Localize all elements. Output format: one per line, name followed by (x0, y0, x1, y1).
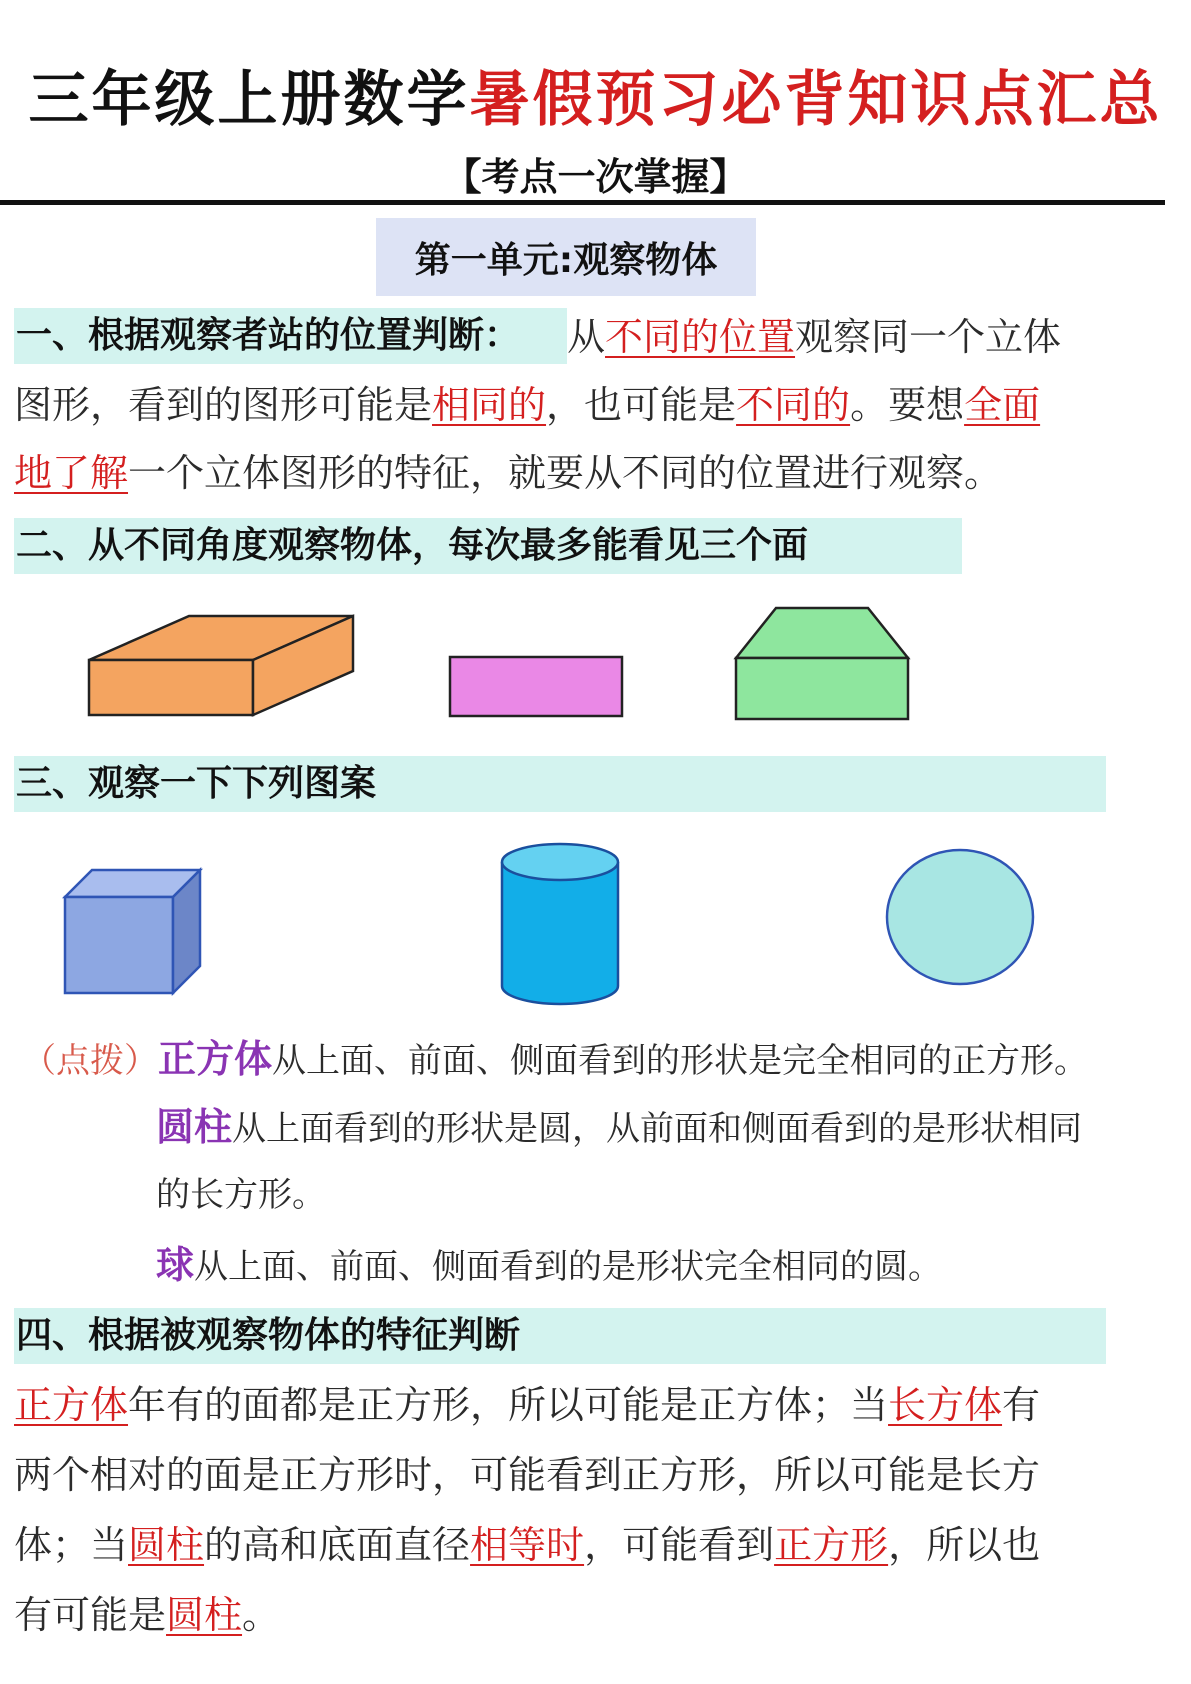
unit-title: 第一单元:观察物体 (376, 218, 756, 296)
key-term: 正方体 (14, 1383, 129, 1427)
text-segment: ，可能看到 (584, 1523, 775, 1567)
section4-line4 (14, 1580, 280, 1650)
tip-cylinder (156, 1102, 1082, 1154)
section3-heading: 三、观察一下下列图案 (14, 756, 1106, 812)
section1-heading: 一、根据观察者站的位置判断： (14, 308, 567, 364)
key-term: 地了解 (14, 451, 129, 495)
tip-label: （点拨） (22, 1041, 158, 1081)
text-segment: 的高和底面直径 (204, 1523, 471, 1567)
cube-illustration (63, 867, 203, 997)
tip-text: 从上面看到的形状是圆，从前面和侧面看到的是形状相同 (232, 1109, 1083, 1149)
page-title-black: 三年级上册数学 (28, 65, 470, 135)
tip-text: 从上面、前面、侧面看到的是形状完全相同的圆。 (194, 1247, 943, 1287)
section1-line2 (14, 370, 1040, 440)
tip-cylinder-cont: 的长方形。 (156, 1175, 326, 1215)
tip-sphere (156, 1240, 942, 1292)
key-term: 不同的 (736, 383, 851, 427)
text-segment: 图形，看到的图形可能是 (14, 383, 433, 427)
tip-term-cube: 正方体 (158, 1037, 273, 1081)
page-title-block (0, 60, 1191, 140)
key-term: 相同的 (432, 383, 547, 427)
section4-line1 (14, 1370, 1040, 1440)
house-shape-illustration (733, 605, 913, 723)
text-segment: 年有的面都是正方形，所以可能是正方体；当 (128, 1383, 889, 1427)
text-segment: 体；当 (14, 1523, 129, 1567)
text-segment: 。要想 (850, 383, 965, 427)
text-segment: 从 (567, 315, 606, 359)
section4-line3 (14, 1510, 1040, 1580)
title-divider (0, 200, 1165, 205)
text-segment: ，也可能是 (546, 383, 737, 427)
key-term: 正方形 (774, 1523, 889, 1567)
text-segment: 一个立体图形的特征，就要从不同的位置进行观察。 (128, 451, 1003, 495)
key-term: 长方体 (888, 1383, 1003, 1427)
text-segment: 观察同一个立体 (795, 315, 1062, 359)
key-term: 全面 (964, 383, 1041, 427)
section1-line1 (567, 302, 1061, 372)
page-title (0, 60, 1191, 140)
page-subtitle: 【考点一次掌握】 (443, 155, 748, 199)
tip-text: 从上面、前面、侧面看到的形状是完全相同的正方形。 (272, 1041, 1089, 1081)
text-segment: 有 (1002, 1383, 1041, 1427)
tip-cube (22, 1034, 1088, 1086)
key-term: 不同的位置 (605, 315, 796, 359)
cylinder-illustration (499, 840, 621, 1008)
key-term: 相等时 (470, 1523, 585, 1567)
text-segment: 有可能是 (14, 1593, 167, 1637)
cuboid-illustration (85, 610, 355, 720)
section4-line2: 两个相对的面是正方形时，可能看到正方形，所以可能是长方 (14, 1453, 1041, 1497)
text-segment: ，所以也 (888, 1523, 1041, 1567)
key-term: 圆柱 (128, 1523, 205, 1567)
sphere-illustration (885, 849, 1037, 989)
page-title-red: 暑假预习必背知识点汇总 (469, 65, 1163, 135)
section1-line3 (14, 438, 1002, 508)
tip-term-sphere: 球 (156, 1243, 195, 1287)
section2-heading: 二、从不同角度观察物体，每次最多能看见三个面 (14, 518, 962, 574)
key-term: 圆柱 (166, 1593, 243, 1637)
section4-heading: 四、根据被观察物体的特征判断 (14, 1308, 1106, 1364)
rectangle-illustration (448, 655, 626, 720)
text-segment: 。 (242, 1593, 281, 1637)
tip-term-cylinder: 圆柱 (156, 1105, 233, 1149)
